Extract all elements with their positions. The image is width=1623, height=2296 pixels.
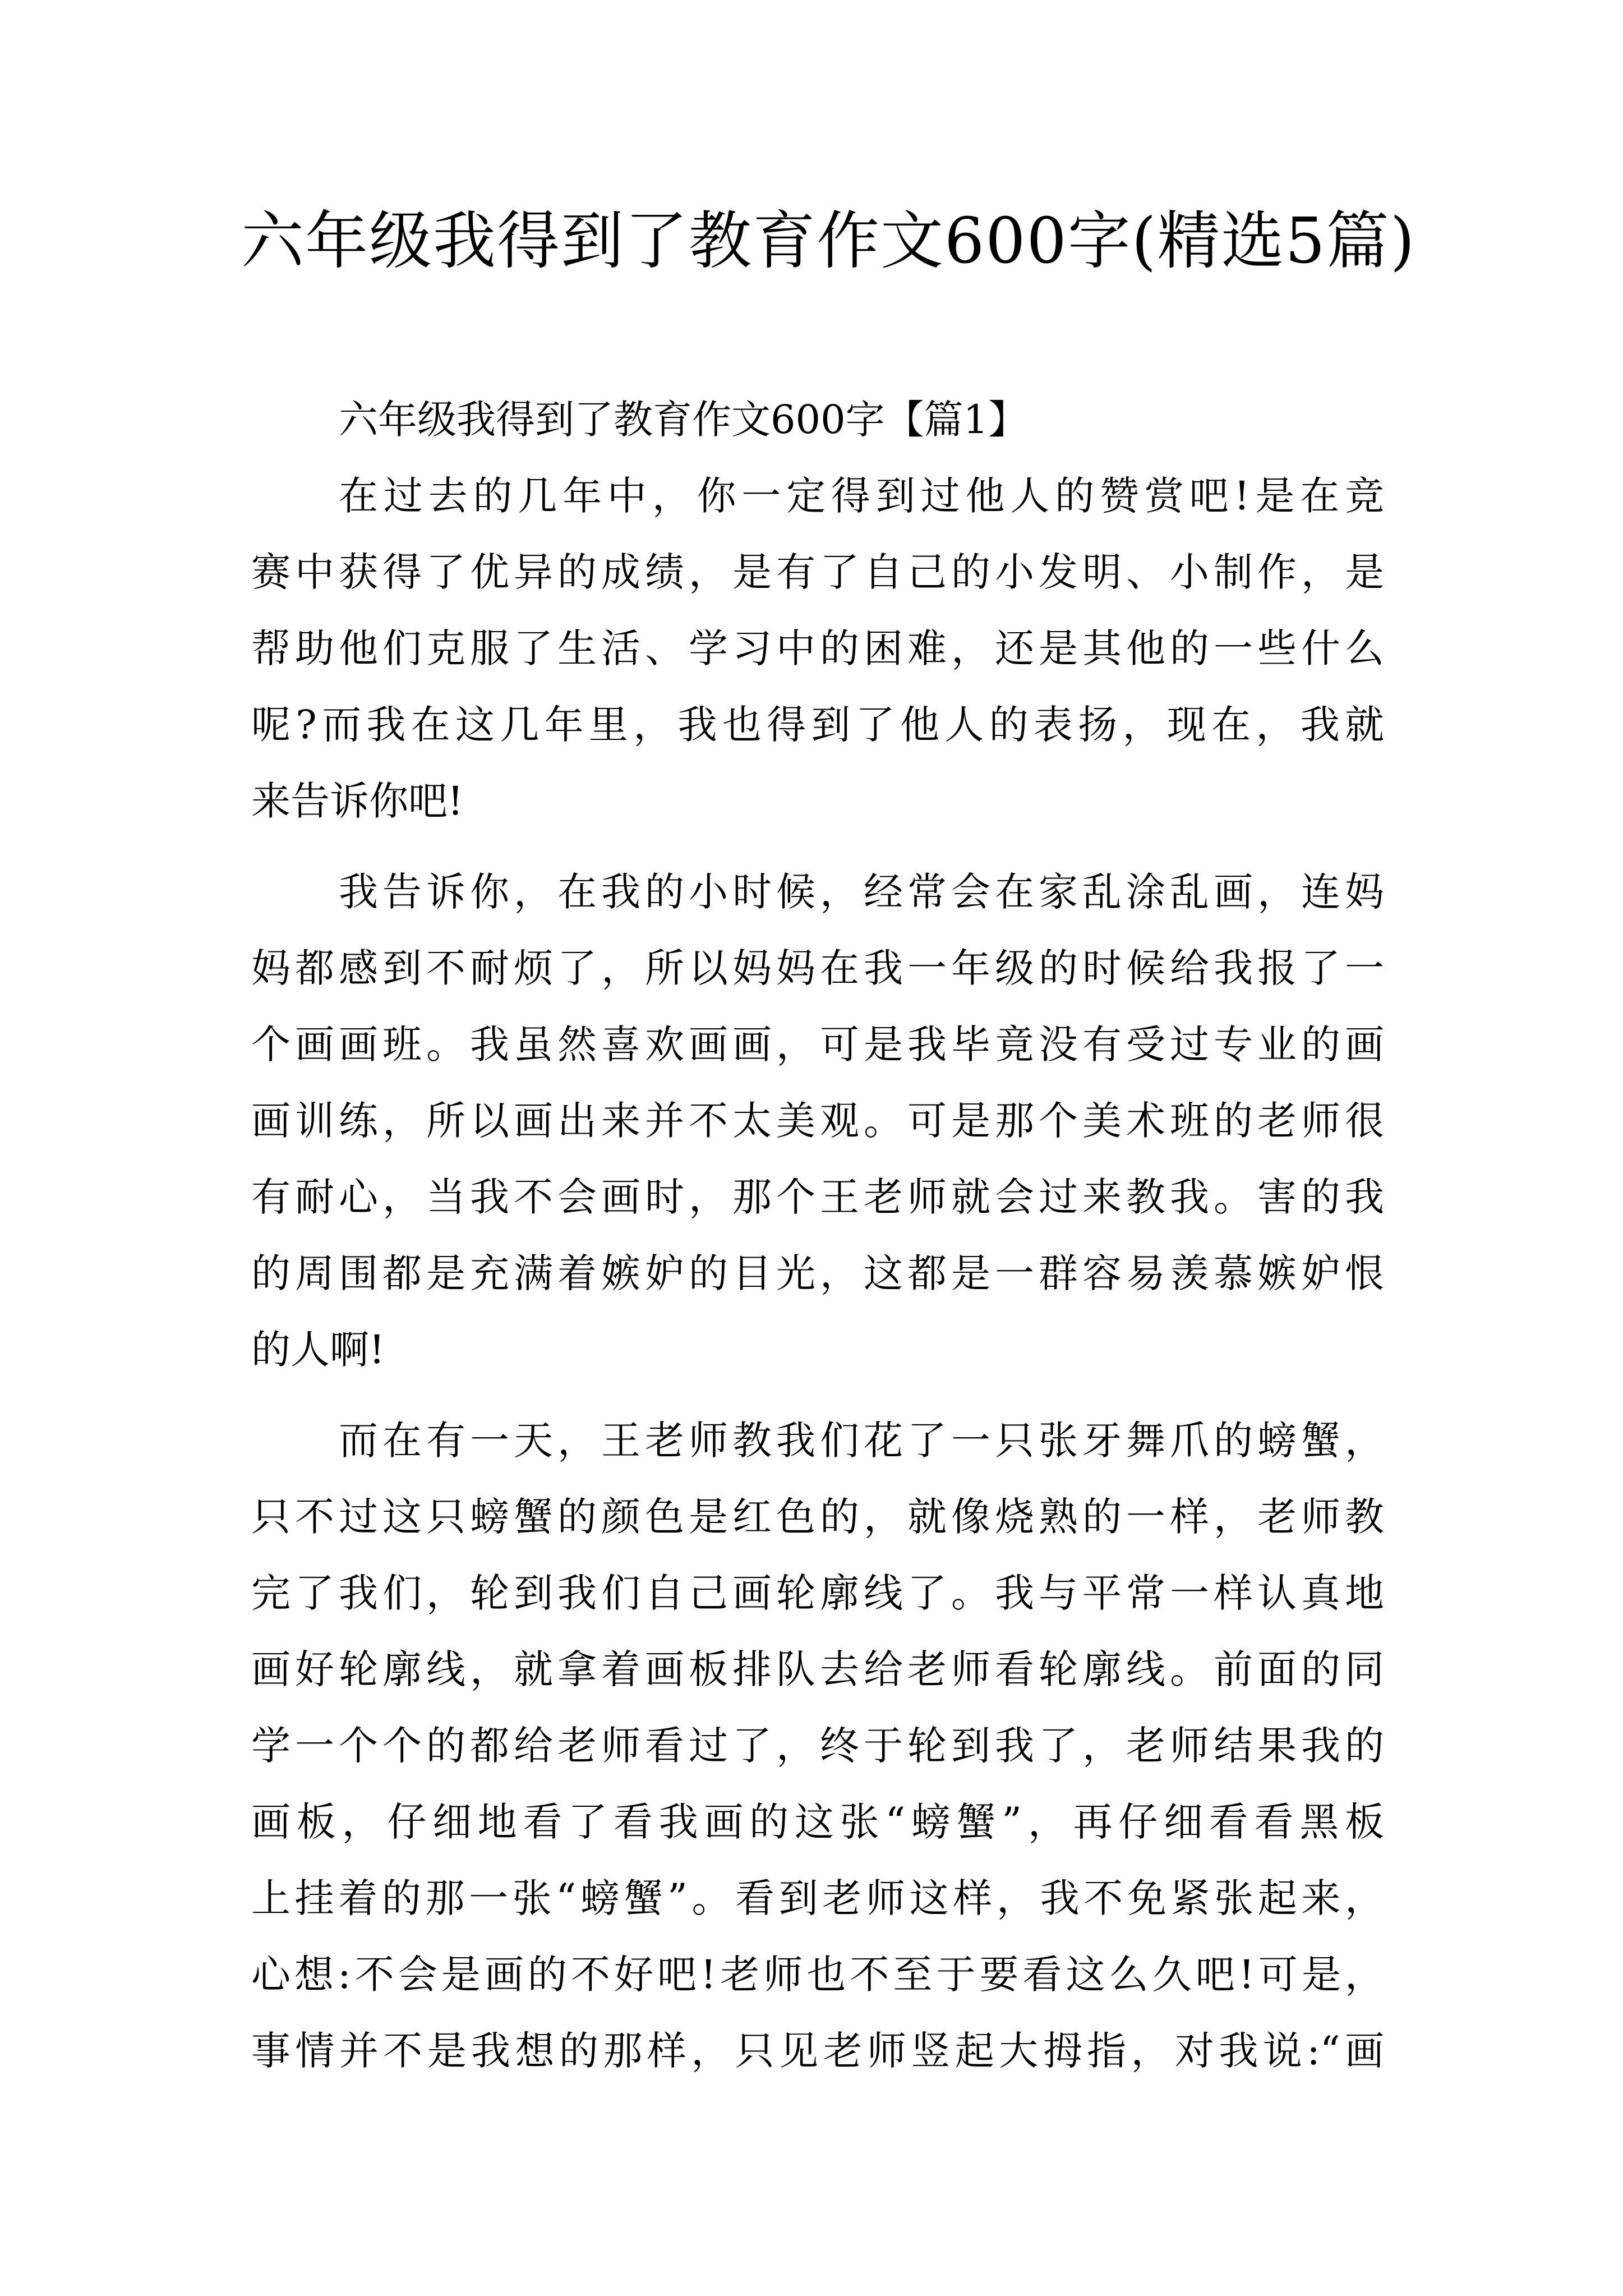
paragraph-line: 只不过这只螃蟹的颜色是红色的，就像烧熟的一样，老师教 (251, 1494, 1384, 1540)
paragraph-line: 画训练，所以画出来并不太美观。可是那个美术班的老师很 (251, 1098, 1384, 1144)
paragraph-line: 赛中获得了优异的成绩，是有了自己的小发明、小制作，是 (251, 549, 1384, 595)
paragraph-line: 有耐心，当我不会画时，那个王老师就会过来教我。害的我 (251, 1174, 1384, 1220)
paragraph-line: 的周围都是充满着嫉妒的目光，这都是一群容易羡慕嫉妒恨 (251, 1250, 1384, 1296)
paragraph-line: 妈都感到不耐烦了，所以妈妈在我一年级的时候给我报了一 (251, 945, 1384, 991)
paragraph-line: 学一个个的都给老师看过了，终于轮到我了，老师结果我的 (251, 1723, 1384, 1769)
paragraph-line: 而在有一天，王老师教我们花了一只张牙舞爪的螃蟹， (339, 1418, 1384, 1464)
paragraph-line: 来告诉你吧! (251, 778, 464, 824)
paragraph-line: 的人啊! (251, 1327, 385, 1373)
paragraph-line: 帮助他们克服了生活、学习中的困难，还是其他的一些什么 (251, 625, 1384, 671)
paragraph-line: 心想:不会是画的不好吧!老师也不至于要看这么久吧!可是， (251, 1952, 1384, 1998)
paragraph-line: 画板，仔细地看了看我画的这张“螃蟹”，再仔细看看黑板 (251, 1799, 1384, 1845)
paragraph-line: 事情并不是我想的那样，只见老师竖起大拇指，对我说:“画 (251, 2028, 1384, 2074)
paragraph-gap (251, 839, 1384, 854)
paragraph-line: 呢?而我在这几年里，我也得到了他人的表扬，现在，我就 (251, 702, 1384, 748)
paragraph-line: 我告诉你，在我的小时候，经常会在家乱涂乱画，连妈 (339, 869, 1384, 915)
paragraph-line: 完了我们，轮到我们自己画轮廓线了。我与平常一样认真地 (251, 1570, 1384, 1616)
paragraph-line: 画好轮廓线，就拿着画板排队去给老师看轮廓线。前面的同 (251, 1646, 1384, 1692)
paragraph-line: 在过去的几年中，你一定得到过他人的赞赏吧!是在竞 (339, 473, 1384, 519)
paragraph-line: 个画画班。我虽然喜欢画画，可是我毕竟没有受过专业的画 (251, 1022, 1384, 1068)
section-heading: 六年级我得到了教育作文600字【篇1】 (339, 397, 1028, 443)
paragraph-gap (251, 1388, 1384, 1402)
document-title: 六年级我得到了教育作文600字(精选5篇) (241, 205, 1416, 278)
paragraph-line: 上挂着的那一张“螃蟹”。看到老师这样，我不免紧张起来， (251, 1875, 1384, 1921)
document-body (251, 381, 1384, 2089)
